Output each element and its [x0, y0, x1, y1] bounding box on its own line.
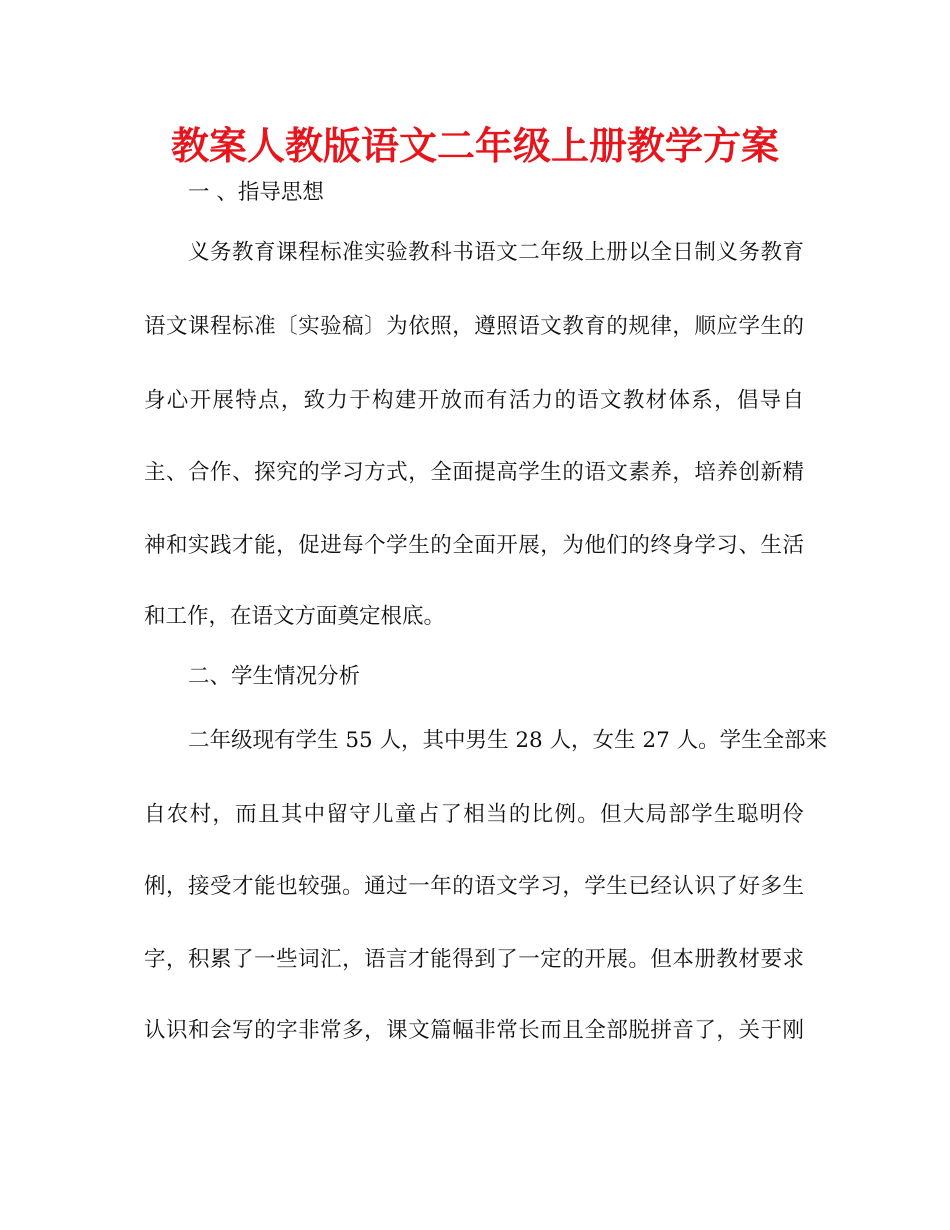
section-heading-student-analysis: 二、学生情况分析 — [188, 664, 361, 689]
paragraph-line: 义务教育课程标准实验教科书语文二年级上册以全日制义务教育 — [188, 240, 804, 265]
paragraph-line: 神和实践才能，促进每个学生的全面开展，为他们的终身学习、生活 — [144, 533, 804, 558]
paragraph-line: 字，积累了一些词汇，语言才能得到了一定的开展。但本册教材要求 — [144, 947, 804, 972]
paragraph-line: 二年级现有学生 55 人，其中男生 28 人，女生 27 人。学生全部来 — [188, 728, 828, 753]
section-heading-guiding-ideology: 一 、指导思想 — [188, 180, 324, 205]
paragraph-line: 俐，接受才能也较强。通过一年的语文学习，学生已经认识了好多生 — [144, 874, 804, 899]
paragraph-line: 身心开展特点，致力于构建开放而有活力的语文教材体系，倡导自 — [144, 388, 804, 413]
paragraph-line: 语文课程标准〔实验稿〕为依照，遵照语文教育的规律，顺应学生的 — [144, 314, 804, 339]
paragraph-line: 自农村，而且其中留守儿童占了相当的比例。但大局部学生聪明伶 — [144, 802, 804, 827]
document-title: 教案人教版语文二年级上册教学方案 — [170, 124, 779, 168]
paragraph-line: 和工作，在语文方面奠定根底。 — [144, 604, 446, 629]
paragraph-line: 认识和会写的字非常多，课文篇幅非常长而且全部脱拼音了，关于刚 — [144, 1018, 804, 1043]
paragraph-line: 主、合作、探究的学习方式，全面提高学生的语文素养，培养创新精 — [144, 460, 804, 485]
